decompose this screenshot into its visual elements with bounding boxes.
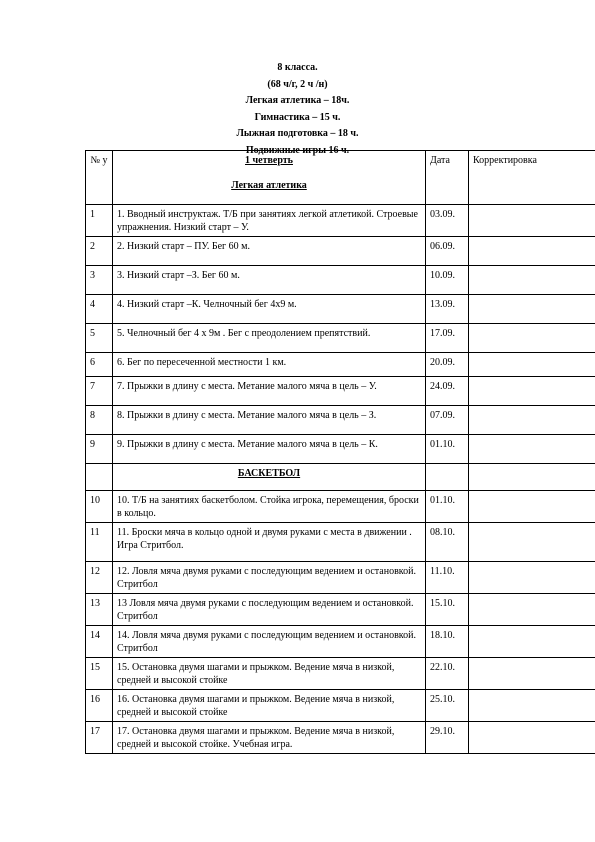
row-number: 6 [86, 353, 113, 377]
row-topic: 11. Броски мяча в кольцо одной и двумя руками с места в движении . Игра Стритбол. [113, 523, 426, 562]
table-row [86, 491, 595, 523]
row-correction [469, 406, 595, 435]
row-date: 03.09. [426, 205, 469, 237]
section-empty-cell [426, 464, 469, 491]
row-date: 11.10. [426, 562, 469, 594]
row-date: 13.09. [426, 295, 469, 324]
row-number: 5 [86, 324, 113, 353]
row-correction [469, 626, 595, 658]
row-date: 25.10. [426, 690, 469, 722]
row-topic: 2. Низкий старт – ПУ. Бег 60 м. [113, 237, 426, 266]
row-topic: 5. Челночный бег 4 х 9м . Бег с преодолением препятствий. [113, 324, 426, 353]
table-row [86, 353, 595, 377]
row-date: 24.09. [426, 377, 469, 406]
row-date: 18.10. [426, 626, 469, 658]
row-correction [469, 562, 595, 594]
table-row [86, 523, 595, 562]
row-number: 2 [86, 237, 113, 266]
column-header-topic [113, 151, 426, 205]
row-date: 01.10. [426, 435, 469, 464]
table-row [86, 237, 595, 266]
row-correction [469, 377, 595, 406]
row-correction [469, 324, 595, 353]
section-label-athletics: Легкая атлетика [231, 180, 307, 191]
section-row [86, 464, 595, 491]
row-number: 3 [86, 266, 113, 295]
row-number: 16 [86, 690, 113, 722]
row-topic: 9. Прыжки в длину с места. Метание малого мяча в цель – К. [113, 435, 426, 464]
row-topic: 3. Низкий старт –З. Бег 60 м. [113, 266, 426, 295]
table-row [86, 658, 595, 690]
section-empty-cell [469, 464, 595, 491]
table-row [86, 266, 595, 295]
row-number: 13 [86, 594, 113, 626]
row-number: 7 [86, 377, 113, 406]
header-line: (68 ч/г, 2 ч /н) [267, 78, 328, 90]
row-correction [469, 237, 595, 266]
table-row [86, 324, 595, 353]
row-correction [469, 205, 595, 237]
table-row [86, 722, 595, 754]
row-correction [469, 266, 595, 295]
header-line: Лыжная подготовка – 18 ч. [236, 128, 359, 140]
row-number: 8 [86, 406, 113, 435]
row-topic: 13 Ловля мяча двумя руками с последующим ведением и остановкой. Стритбол [113, 594, 426, 626]
quarter-label: 1 четверть [245, 155, 293, 166]
row-correction [469, 658, 595, 690]
header-line: 8 класса. [277, 62, 318, 73]
row-correction [469, 353, 595, 377]
table-row [86, 377, 595, 406]
table-row [86, 594, 595, 626]
row-date: 08.10. [426, 523, 469, 562]
table-row [86, 406, 595, 435]
row-topic: 6. Бег по пересеченной местности 1 км. [113, 353, 426, 377]
row-number: 11 [86, 523, 113, 562]
row-topic: 7. Прыжки в длину с места. Метание малого мяча в цель – У. [113, 377, 426, 406]
row-date: 17.09. [426, 324, 469, 353]
row-correction [469, 594, 595, 626]
row-correction [469, 491, 595, 523]
table-row [86, 690, 595, 722]
row-correction [469, 722, 595, 754]
row-topic: 12. Ловля мяча двумя руками с последующим ведением и остановкой. Стритбол [113, 562, 426, 594]
table-row [86, 205, 595, 237]
row-number: 1 [86, 205, 113, 237]
row-correction [469, 690, 595, 722]
row-correction [469, 295, 595, 324]
column-header-correction: Корректировка [469, 151, 595, 205]
column-header-date: Дата [426, 151, 469, 205]
row-date: 01.10. [426, 491, 469, 523]
row-topic: 15. Остановка двумя шагами и прыжком. Ведение мяча в низкой, средней и высокой стойке [113, 658, 426, 690]
row-topic: 4. Низкий старт –К. Челночный бег 4х9 м. [113, 295, 426, 324]
row-date: 22.10. [426, 658, 469, 690]
row-topic: 1. Вводный инструктаж. Т/Б при занятиях легкой атлетикой. Строевые упражнения. Низкий старт – У. [113, 205, 426, 237]
row-number: 17 [86, 722, 113, 754]
lesson-plan-table [85, 150, 595, 754]
table-row [86, 295, 595, 324]
row-number: 15 [86, 658, 113, 690]
row-number: 4 [86, 295, 113, 324]
section-label-basketball: БАСКЕТБОЛ [113, 464, 426, 491]
row-number: 14 [86, 626, 113, 658]
row-date: 10.09. [426, 266, 469, 295]
header-line: Подвижные игры 16 ч. [245, 144, 350, 156]
row-topic: 10. Т/Б на занятиях баскетболом. Стойка игрока, перемещения, броски в кольцо. [113, 491, 426, 523]
row-number: 9 [86, 435, 113, 464]
row-topic: 14. Ловля мяча двумя руками с последующим ведением и остановкой. Стритбол [113, 626, 426, 658]
row-topic: 8. Прыжки в длину с места. Метание малого мяча в цель – З. [113, 406, 426, 435]
row-date: 15.10. [426, 594, 469, 626]
table-header-row [86, 151, 595, 205]
row-topic: 17. Остановка двумя шагами и прыжком. Ведение мяча в низкой, средней и высокой стойке. Учебная игра. [113, 722, 426, 754]
row-date: 06.09. [426, 237, 469, 266]
section-empty-cell [86, 464, 113, 491]
table-row [86, 435, 595, 464]
row-correction [469, 435, 595, 464]
column-header-number: № у [86, 151, 113, 205]
row-number: 10 [86, 491, 113, 523]
header-line: Легкая атлетика – 18ч. [245, 95, 350, 107]
row-number: 12 [86, 562, 113, 594]
row-date: 29.10. [426, 722, 469, 754]
document-header [0, 60, 595, 160]
header-line: Гимнастика – 15 ч. [254, 111, 341, 123]
row-date: 07.09. [426, 406, 469, 435]
row-correction [469, 523, 595, 562]
table-row [86, 626, 595, 658]
row-topic: 16. Остановка двумя шагами и прыжком. Ведение мяча в низкой, средней и высокой стойке [113, 690, 426, 722]
row-date: 20.09. [426, 353, 469, 377]
table-row [86, 562, 595, 594]
